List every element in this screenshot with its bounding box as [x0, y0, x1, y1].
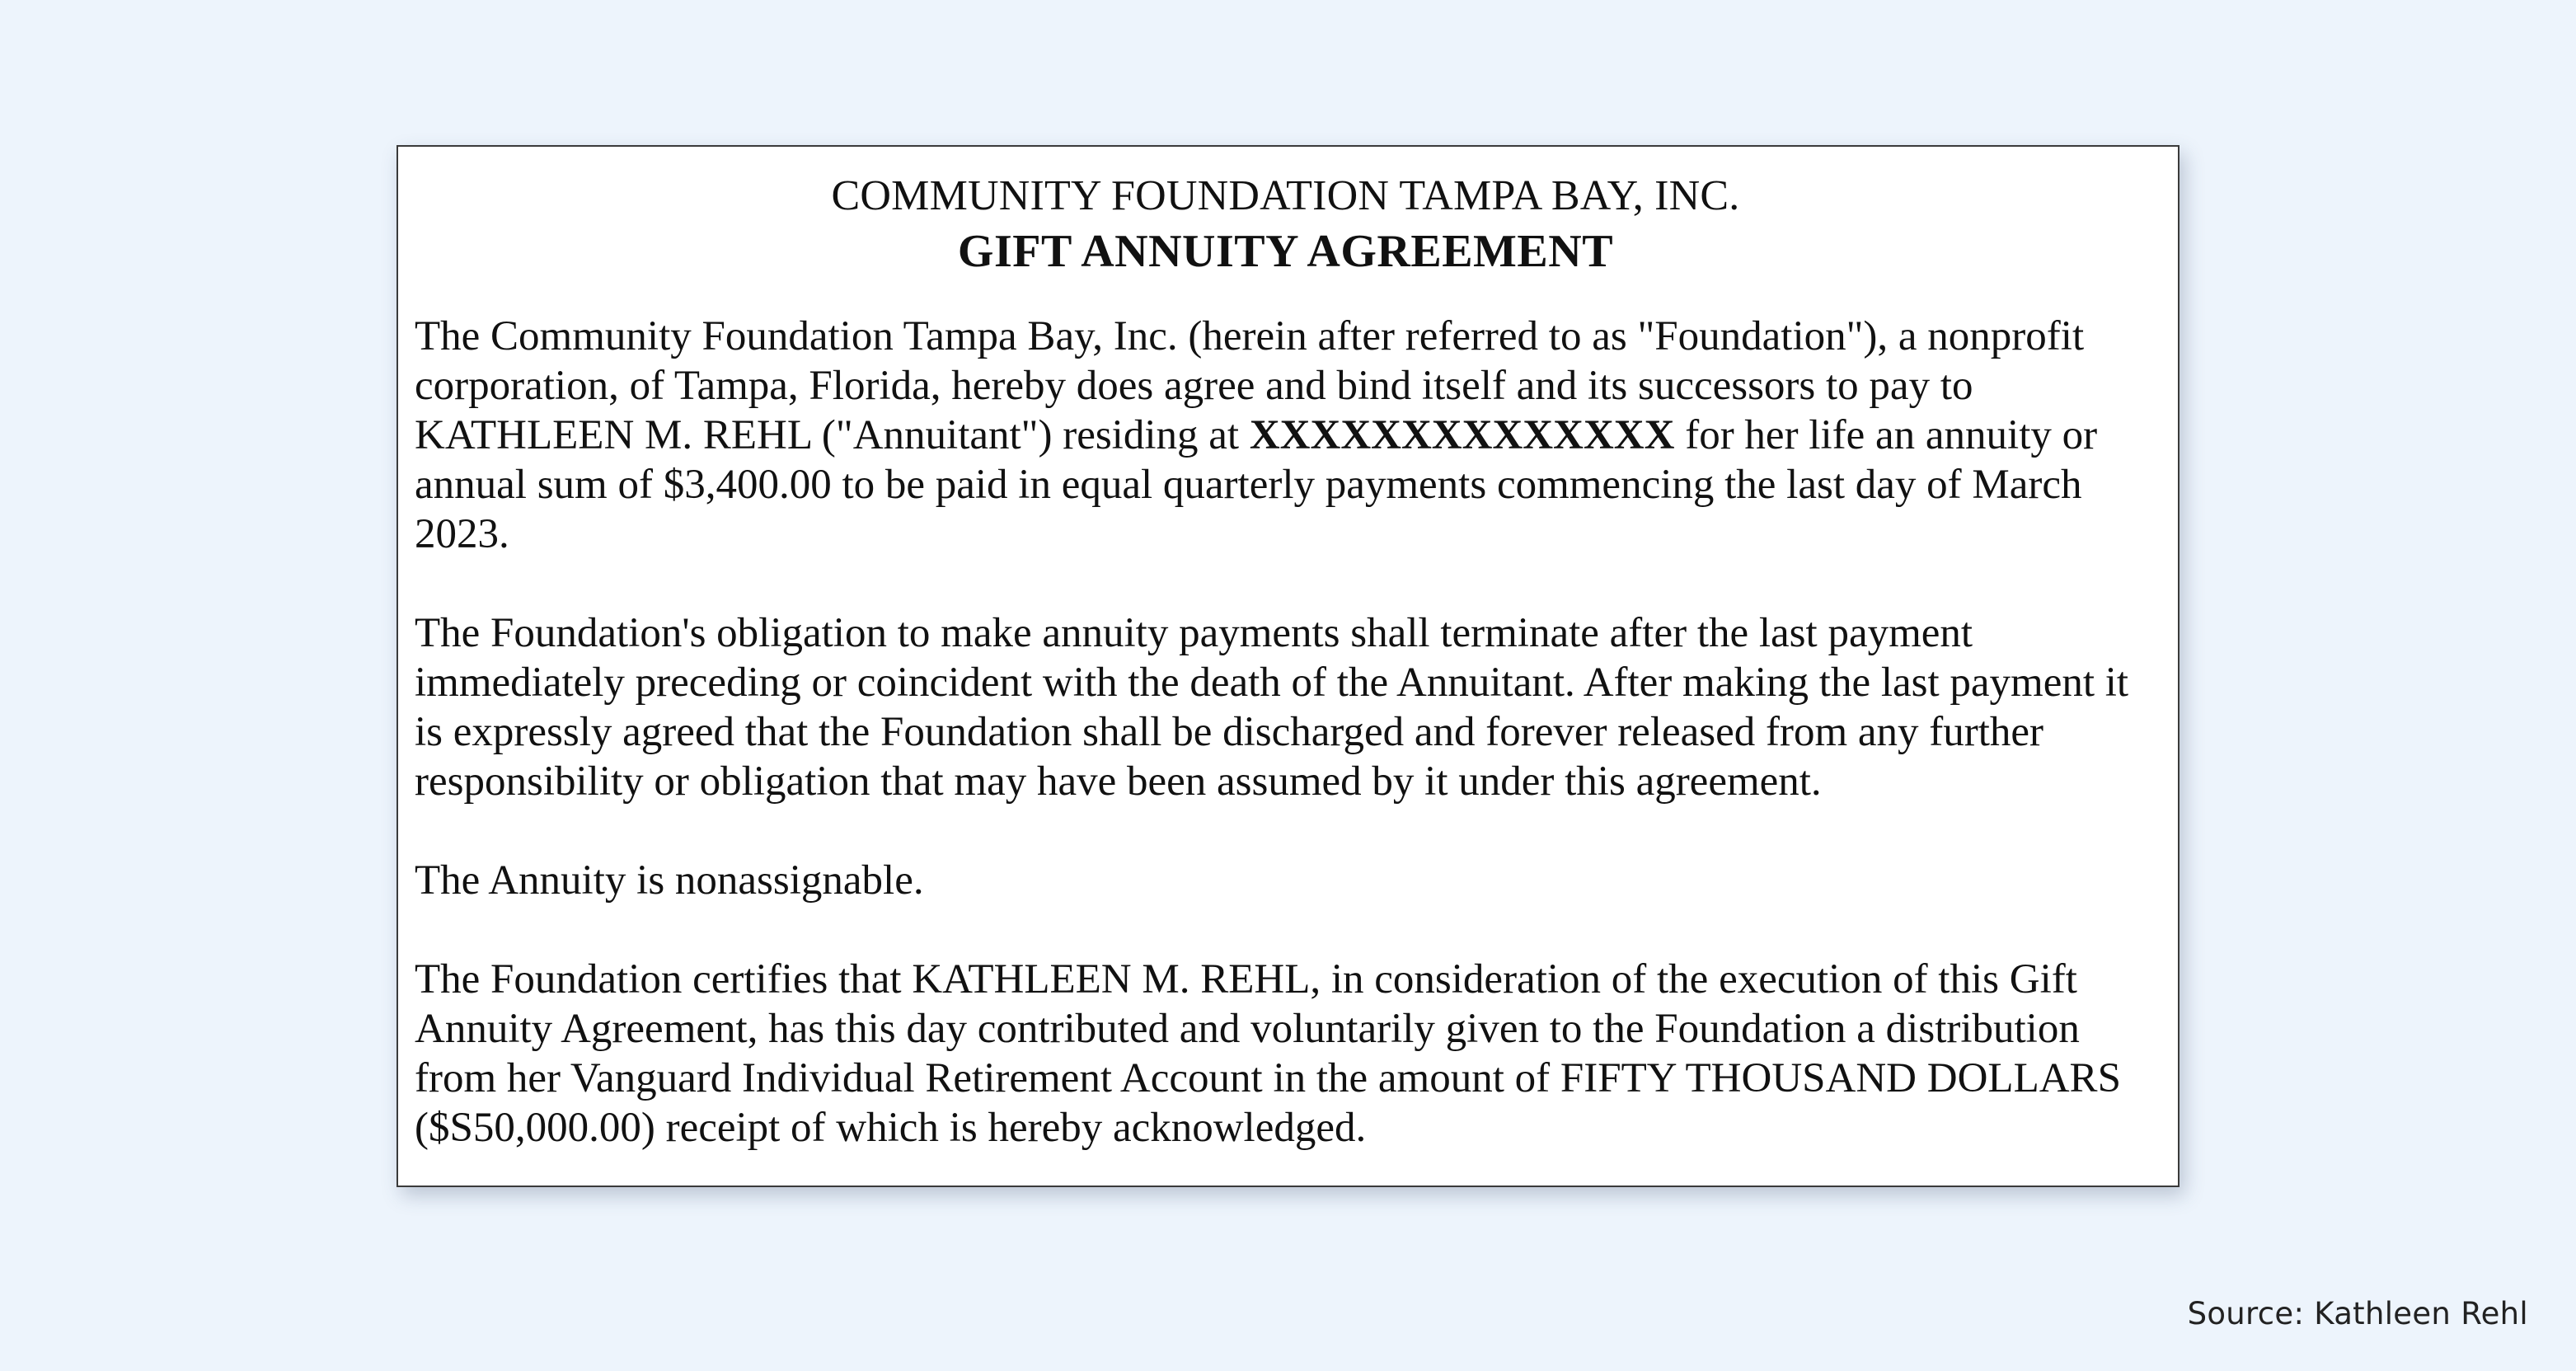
paragraph-termination: The Foundation's obligation to make annuity payments shall terminate after the last payment immediately preceding or coincident with the death of the Annuitant. After making the last payment it is expressly agreed that the Foundation shall be discharged and forever released from any further responsibility or obligation that may have been assumed by it under this agreement. [415, 610, 2129, 805]
paragraph-nonassignable: The Annuity is nonassignable. [415, 857, 924, 904]
agreement-document [396, 145, 2180, 1187]
source-credit: Source: Kathleen Rehl [2187, 1296, 2528, 1331]
redacted-address: XXXXXXXXXXXXXX [1249, 412, 1675, 458]
paragraph-certification: The Foundation certifies that KATHLEEN M. REHL, in consideration of the execution of this Gift Annuity Agreement, has this day contributed and voluntarily given to the Foundation a distribution from her Vanguard Individual Retirement Account in the amount of FIFTY THOUSAND DOLLARS ($S50,000.00) receipt of which is hereby acknowledged. [415, 956, 2121, 1151]
organization-name: COMMUNITY FOUNDATION TAMPA BAY, INC. [831, 172, 1740, 219]
paragraph-annuity-terms [415, 312, 2156, 559]
paragraph-annuity-terms-start: The Community Foundation Tampa Bay, Inc. (herein after referred to as "Foundation"), a nonprofit corporation, of Tampa, Florida, hereby does agree and bind itself and its successors to pay to KATHLEEN M. REHL ("Annuitant") residing at [415, 313, 2085, 458]
paragraph-annuity-terms-end: for her life an annuity or annual sum of $3,400.00 to be paid in equal quarterly payments commencing the last day of March 2023. [415, 412, 2098, 557]
document-title: GIFT ANNUITY AGREEMENT [957, 226, 1614, 277]
